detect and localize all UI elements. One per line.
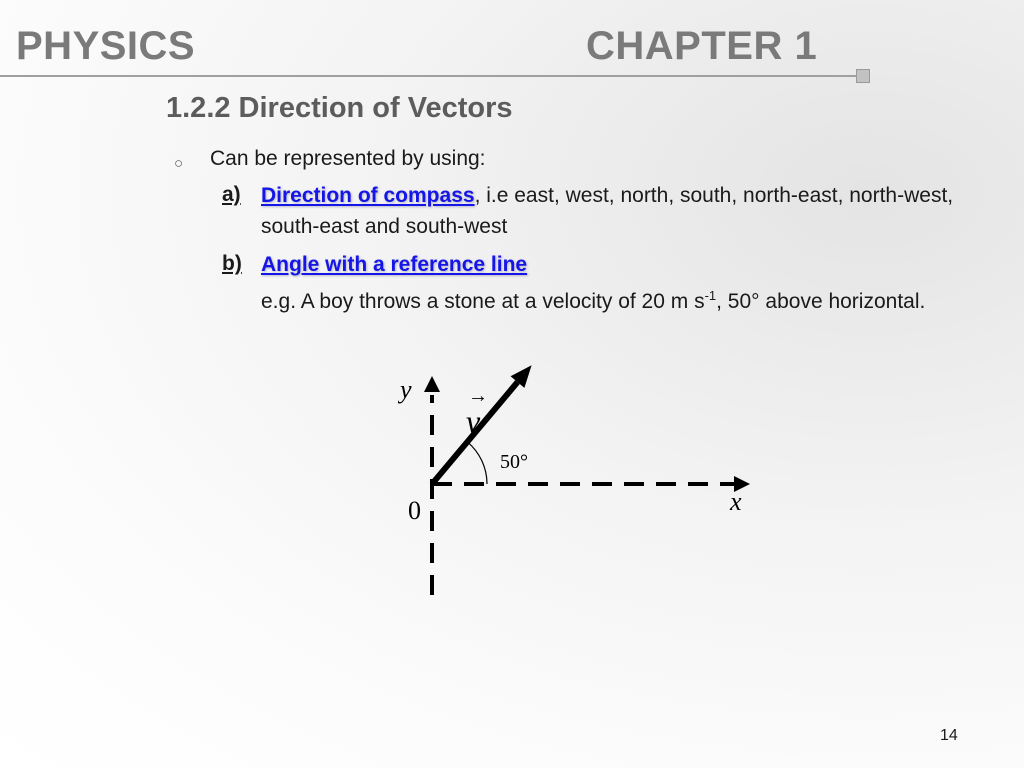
example-post: , 50° above horizontal. xyxy=(716,290,926,313)
vector-v-label: v xyxy=(466,403,481,439)
y-axis-arrowhead-icon xyxy=(424,376,440,392)
item-b-emphasis: Angle with a reference line xyxy=(261,253,528,276)
item-a-marker: a) xyxy=(222,183,241,206)
page-number: 14 xyxy=(940,727,958,744)
angle-arc xyxy=(467,442,487,484)
vector-overarrow-icon: → xyxy=(468,385,488,407)
section-title: 1.2.2 Direction of Vectors xyxy=(166,92,513,124)
origin-label: 0 xyxy=(408,496,421,525)
bullet-text: Can be represented by using: xyxy=(210,147,486,170)
chapter-title: CHAPTER 1 xyxy=(586,24,818,68)
y-axis-label: y xyxy=(400,375,412,404)
x-axis-label: x xyxy=(730,487,742,516)
example-unit-exponent: -1 xyxy=(704,288,717,303)
circle-bullet-icon: ○ xyxy=(174,155,184,172)
subject-title: PHYSICS xyxy=(16,24,196,68)
item-a-emphasis: Direction of compass xyxy=(261,184,475,207)
item-b-marker: b) xyxy=(222,252,242,275)
angle-label: 50° xyxy=(500,451,528,473)
item-a-rest: , i.e east, west, north, south, north-east, north-west, south-east and south-west xyxy=(261,184,954,238)
example-pre: e.g. A boy throws a stone at a velocity of 20 m s xyxy=(261,290,705,313)
